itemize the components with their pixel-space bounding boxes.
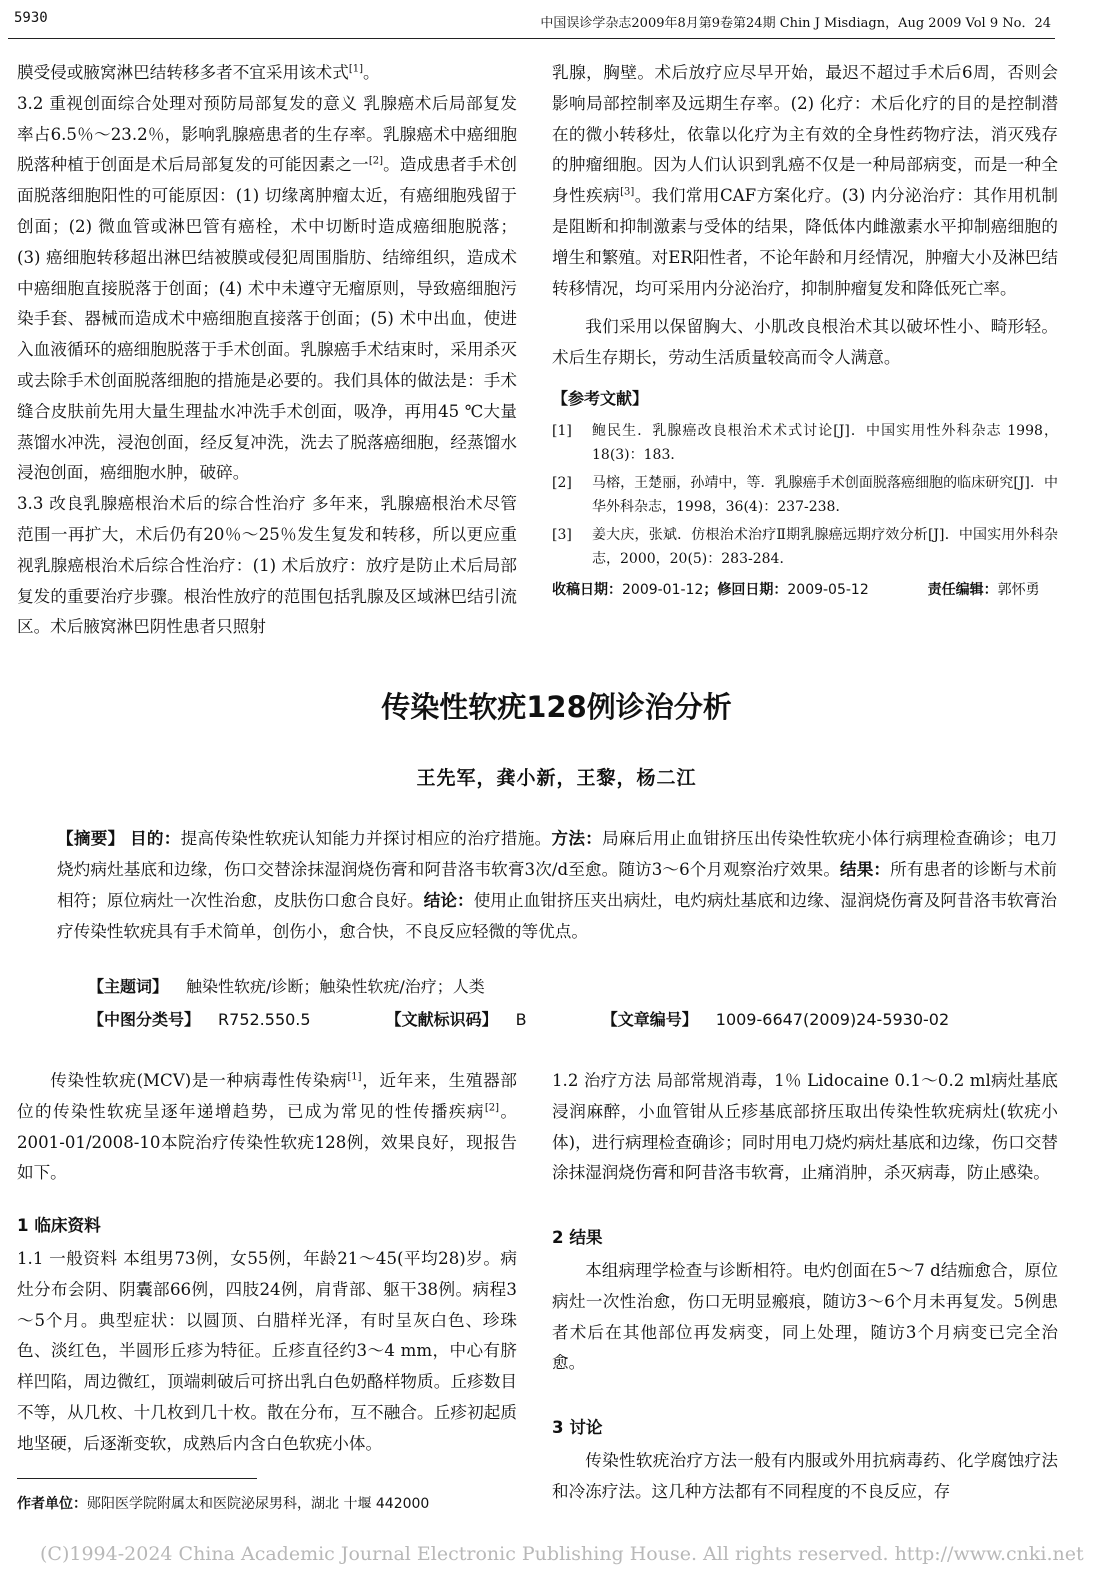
- article-title: 传染性软疣128例诊治分析: [381, 690, 732, 724]
- section-heading: 3 讨论: [552, 1418, 603, 1438]
- keywords-line: [88, 974, 485, 997]
- header-rule: [8, 38, 1055, 39]
- reference-item: [2] 马榕，王楚丽，孙靖中，等．乳腺癌手术创面脱落癌细胞的临床研究[J]．中华外科杂志，1998，36(4)：237-238．: [552, 474, 1058, 515]
- section-heading: 2 结果: [552, 1228, 603, 1248]
- prev-paragraph-2: 3.2 重视创面综合处理对预防局部复发的意义 乳腺癌术后局部复发率占6.5％～23.2％，影响乳腺癌患者的生存率。乳腺癌术中癌细胞脱落种植于创面是术后局部复发的可能因素之一[2]。造成患者手术创面脱落细胞阳性的可能原因：(1) 切缘离肿瘤太近，有癌细胞残留于创面；(2) 微血管或淋巴管有癌栓，术中切断时造成癌细胞脱落；(3) 癌细胞转移超出淋巴结被膜或侵犯周围脂肪、结缔组织，造成术中癌细胞直接脱落于创面；(4) 术中未遵守无瘤原则，导致癌细胞污染手套、器械而造成术中癌细胞直接落于创面；(5) 术中出血，使进入血液循环的癌细胞脱落于手术创面。乳腺癌手术结束时，采用杀灭或去除手术创面脱落细胞的措施是必要的。我们具体的做法是：手术缝合皮肤前先用大量生理盐水冲洗手术创面，吸净，再用45 ℃大量蒸馏水冲洗，浸泡创面，经反复冲洗，洗去了脱落癌细胞，经蒸馏水浸泡创面，癌细胞水肿，破碎。: [17, 93, 518, 483]
- keywords-label: 【主题词】: [88, 977, 169, 996]
- classification-line: 【中图分类号】 R752.550.5 【文献标识码】 B 【文章编号】 1009-6647(2009)24-5930-02: [88, 1010, 950, 1029]
- article-number: 1009-6647(2009)24-5930-02: [715, 1010, 950, 1029]
- prev-article-left-column: [17, 58, 517, 643]
- reference-item: [1] 鲍民生．乳腺癌改良根治术术式讨论[J]．中国实用性外科杂志 1998，18(3)：183．: [552, 422, 1058, 463]
- references-heading: 【参考文献】: [552, 388, 649, 408]
- article-left-column: [17, 1066, 517, 1460]
- intro-paragraph: 传染性软疣(MCV)是一种病毒性传染病[1]，近年来，生殖器部位的传染性软疣呈逐年递增趋势，已成为常见的性传播疾病[2]。2001-01/2008-10本院治疗传染性软疣128例，效果良好，现报告如下。: [17, 1071, 518, 1183]
- clc-number: R752.550.5: [218, 1010, 311, 1029]
- journal-running-header: 中国误诊学杂志2009年8月第9卷第24期 Chin J Misdiagn，Aug 2009 Vol 9 No．24: [540, 16, 1051, 31]
- article-authors: 王先军，龚小新，王黎，杨二江: [416, 767, 697, 789]
- section-1-1: 1.1 一般资料 本组男73例，女55例，年龄21～45(平均28)岁。病灶分布会阴、阴囊部66例，四肢24例，肩背部、躯干38例。病程3～5个月。典型症状：以圆顶、白腊样光泽，有时呈灰白色、珍珠色、淡红色，半圆形丘疹为特征。丘疹直径约3～4 mm，中心有脐样凹陷，周边微红，顶端刺破后可挤出乳白色奶酪样物质。丘疹数目不等，从几枚、十几枚到几十枚。散在分布，互不融合。丘疹初起质地坚硬，后逐渐变软，成熟后内含白色软疣小体。: [17, 1248, 517, 1453]
- reference-item: [3] 姜大庆，张斌．仿根治术治疗Ⅱ期乳腺癌远期疗效分析[J]．中国实用外科杂志，2000，20(5)：283-284．: [552, 526, 1058, 567]
- citation-ref: [3]: [620, 186, 635, 198]
- article-right-column: [552, 1066, 1058, 1508]
- prev-paragraph-4: 乳腺，胸壁。术后放疗应尽早开始，最迟不超过手术后6周，否则会影响局部控制率及远期生存率。(2) 化疗：术后化疗的目的是控制潜在的微小转移灶，依靠以化疗为主有效的全身性药物疗法，消灭残存的肿瘤细胞。因为人们认识到乳癌不仅是一种局部病变，而是一种全身性疾病[3]。我们常用CAF方案化疗。(3) 内分泌治疗：其作用机制是阻断和抑制激素与受体的结果，降低体内雌激素水平抑制癌细胞的增生和繁殖。对ER阳性者，不论年龄和月经情况，肿瘤大小及淋巴结转移情况，均可采用内分泌治疗，抑制肿瘤复发和降低死亡率。: [552, 63, 1058, 298]
- received-dates: 收稿日期：2009-01-12；修回日期：2009-05-12 责任编辑：郭怀勇: [552, 581, 1040, 598]
- discussion-paragraph: 传染性软疣治疗方法一般有内服或外用抗病毒药、化学腐蚀疗法和冷冻疗法。这几种方法都有不同程度的不良反应，存: [552, 1450, 1058, 1501]
- page-number: 5930: [14, 10, 48, 26]
- section-1-2: 1.2 治疗方法 局部常规消毒，1％ Lidocaine 0.1～0.2 ml病灶基底浸润麻醉，小血管钳从丘疹基底部挤压取出传染性软疣病灶(软疣小体)，进行病理检查确诊；同时用电刀烧灼病灶基底和边缘，伤口交替涂抹湿润烧伤膏和阿昔洛韦软膏，止痛消肿，杀灭病毒，防止感染。: [552, 1071, 1058, 1183]
- prev-paragraph-3: 3.3 改良乳腺癌根治术后的综合性治疗 多年来，乳腺癌根治术尽管范围一再扩大，术后仍有20％～25％发生复发和转移，所以更应重视乳腺癌根治术后综合性治疗：(1) 术后放疗：放疗是防止术后局部复发的重要治疗步骤。根治性放疗的范围包括乳腺及区域淋巴结引流区。术后腋窝淋巴阴性患者只照射: [17, 494, 517, 637]
- author-affiliation: 作者单位：郧阳医学院附属太和医院泌尿男科，湖北 十堰 442000: [17, 1496, 430, 1512]
- citation-ref: [1]: [348, 63, 364, 75]
- abstract: 【摘要】 目的：提高传染性软疣认知能力并探讨相应的治疗措施。方法：局麻后用止血钳挤压出传染性软疣小体行病理检查确诊；电刀烧灼病灶基底和边缘，伤口交替涂抹湿润烧伤膏和阿昔洛韦软膏3次/d至愈。随访3～6个月观察治疗效果。结果：所有患者的诊断与术前相符；原位病灶一次性治愈，皮肤伤口愈合良好。结论：使用止血钳挤压夹出病灶，电灼病灶基底和边缘、湿润烧伤膏及阿昔洛韦软膏治疗传染性软疣具有手术简单，创伤小，愈合快，不良反应轻微的等优点。: [57, 829, 1058, 941]
- copyright-watermark: (C)1994-2024 China Academic Journal Electronic Publishing House. All rights reserved. http://www.cnki.net: [40, 1543, 1084, 1565]
- section-heading: 1 临床资料: [17, 1216, 101, 1236]
- citation-ref: [2]: [368, 155, 383, 167]
- footnote-rule: [17, 1478, 257, 1479]
- abstract-label: 【摘要】: [57, 829, 125, 848]
- prev-paragraph-5: 我们采用以保留胸大、小肌改良根治术其以破坏性小、畸形轻。术后生存期长，劳动生活质量较高而令人满意。: [552, 317, 1058, 368]
- doc-code: B: [515, 1010, 527, 1029]
- results-paragraph: 本组病理学检查与诊断相符。电灼创面在5～7 d结痂愈合，原位病灶一次性治愈，伤口无明显瘢痕，随访3～6个月未再复发。5例患者术后在其他部位再发病变，同上处理，随访3个月病变已完全治愈。: [552, 1260, 1058, 1373]
- prev-paragraph-1: 膜受侵或腋窝淋巴结转移多者不宜采用该术式[1]。: [17, 63, 380, 82]
- keywords: 触染性软疣/诊断；触染性软疣/治疗；人类: [186, 977, 485, 996]
- prev-article-right-column: [552, 58, 1058, 603]
